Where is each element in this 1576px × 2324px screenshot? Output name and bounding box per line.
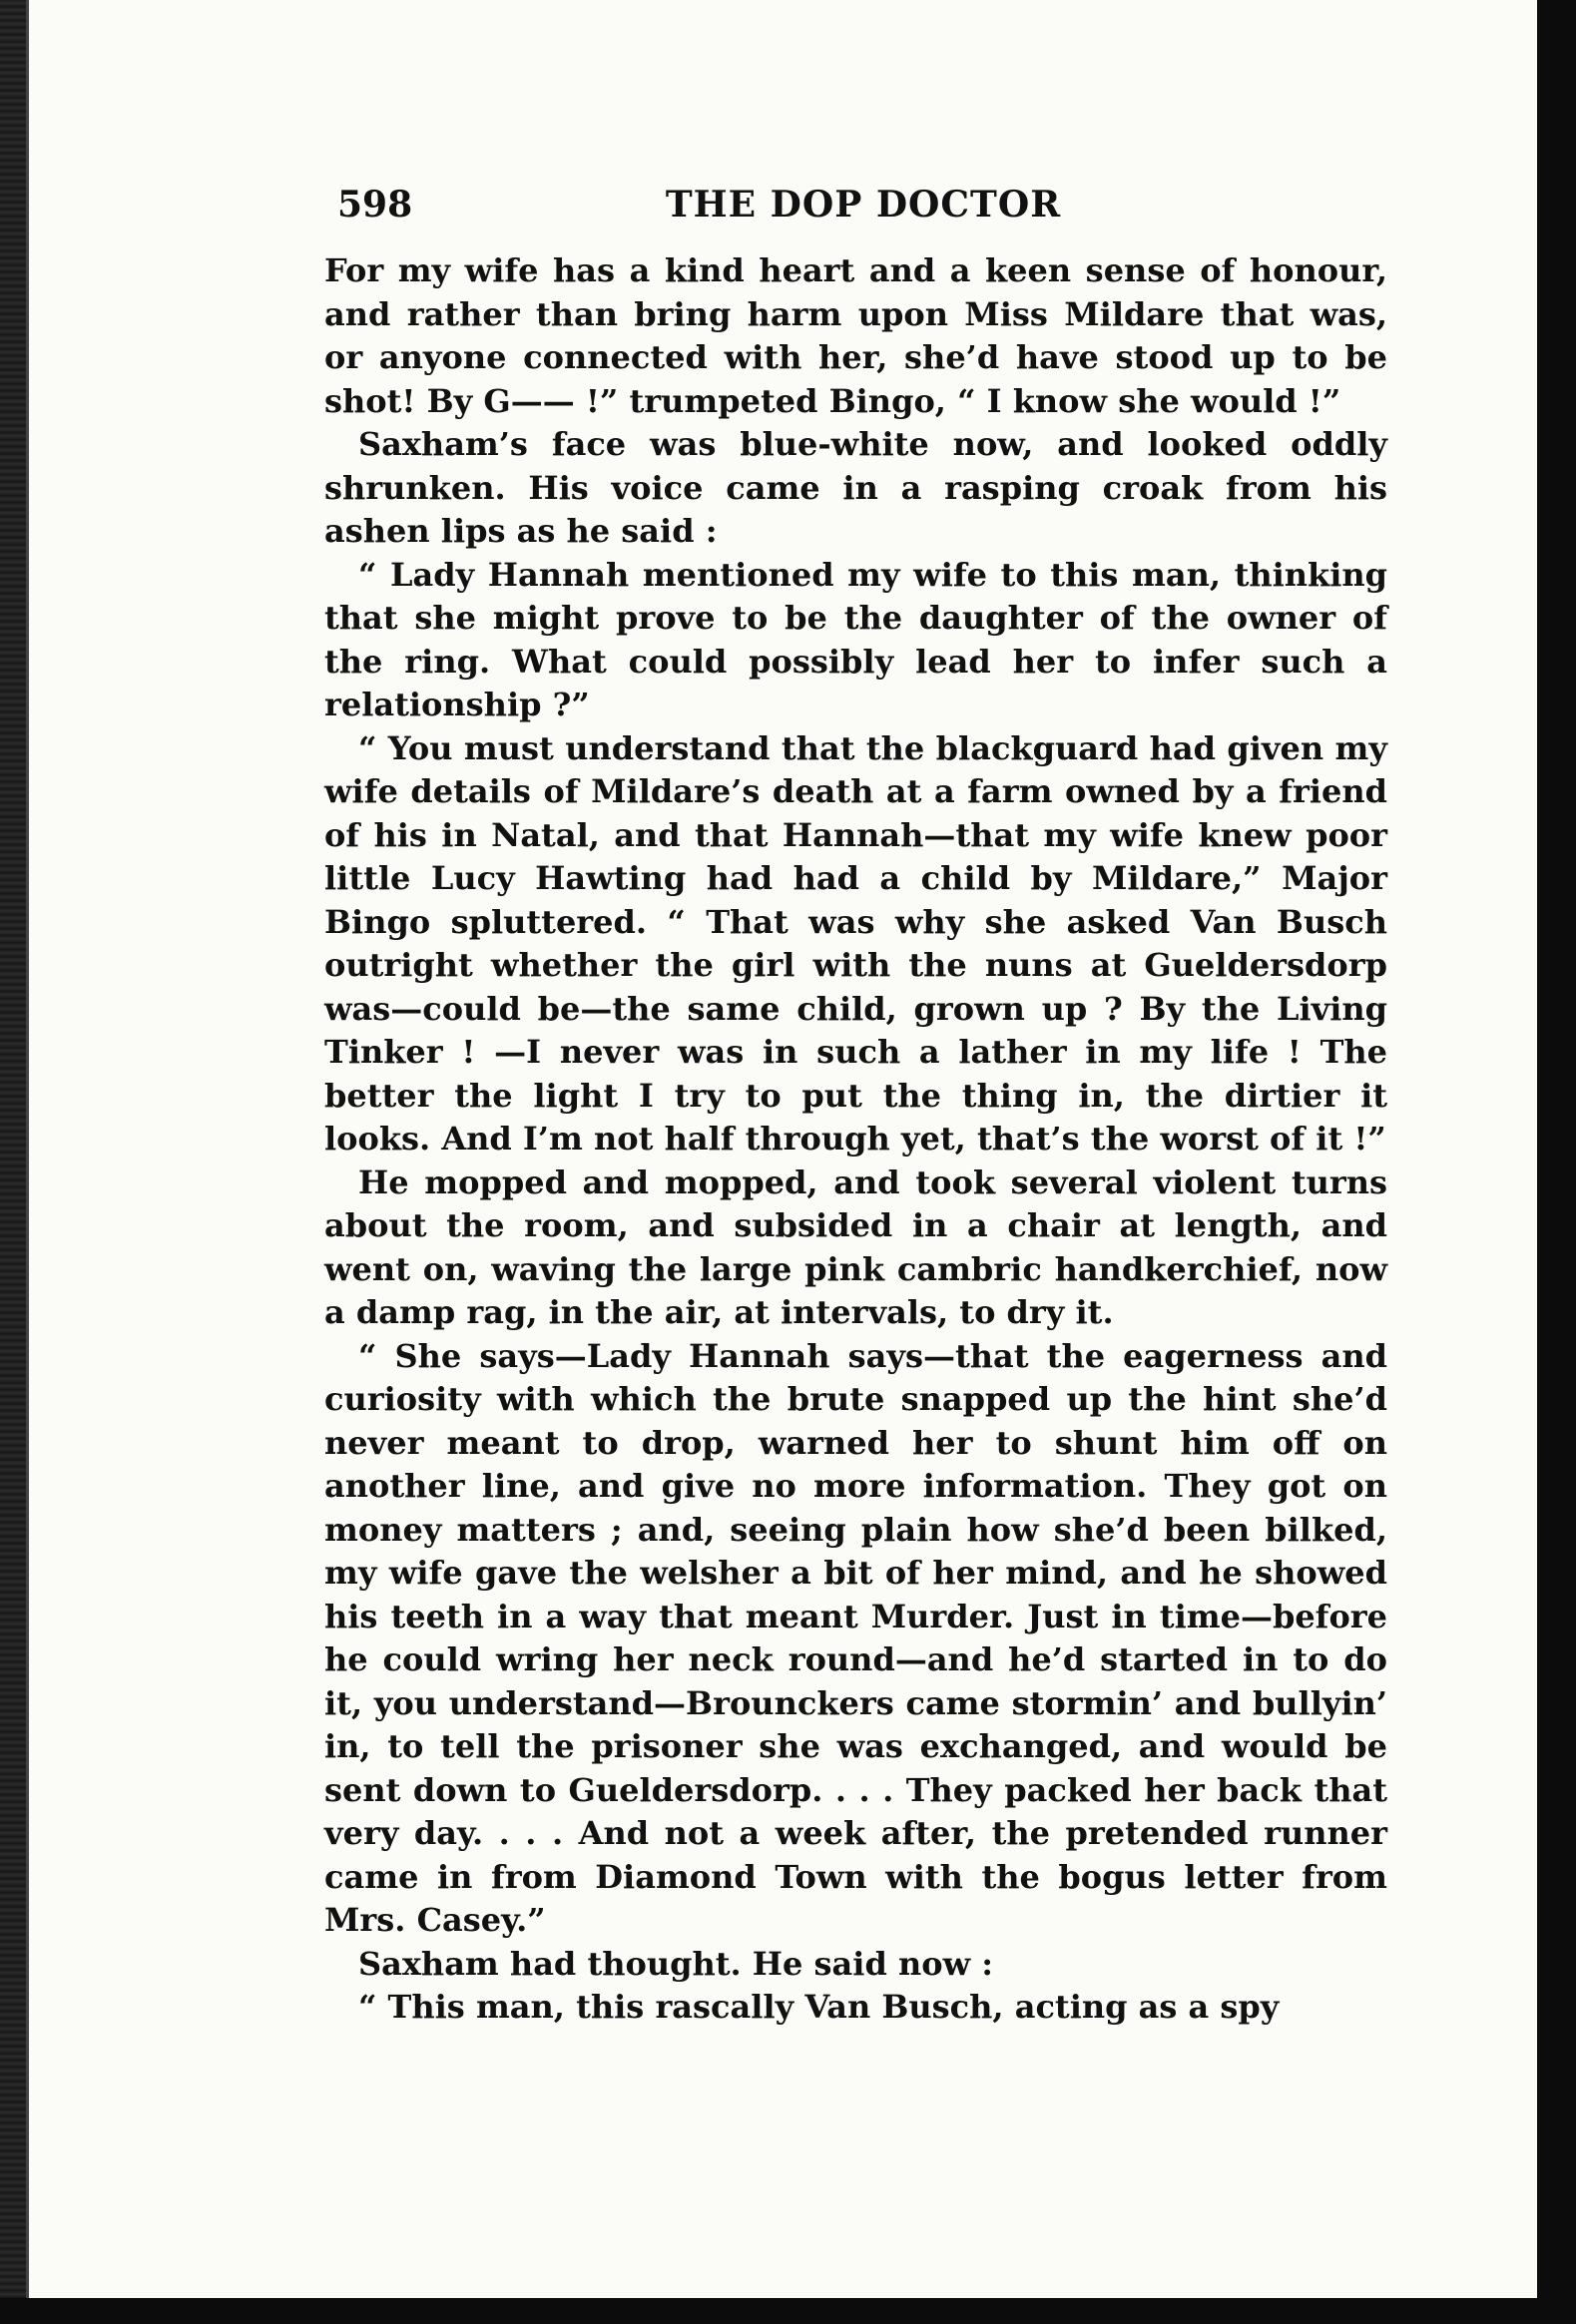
paragraph-8: “ This man, this rascally Van Busch, acting as a spy bbox=[358, 1988, 1280, 2026]
scan-bottom-border bbox=[0, 2298, 1576, 2324]
paragraph-2: Saxham’s face was blue-white now, and looked oddly shrunken. His voice came in a rasping croak from his ashen lips as he said : bbox=[324, 425, 1387, 550]
paragraph-3: “ Lady Hannah mentioned my wife to this man, thinking that she might prove to be the daughter of the owner of the ring. What could possibly lead her to infer such a relationship ?” bbox=[324, 555, 1387, 723]
book-binding-edge bbox=[0, 0, 26, 2324]
scan-right-border bbox=[1537, 0, 1576, 2324]
body-text bbox=[324, 249, 1387, 2030]
page-number: 598 bbox=[337, 184, 413, 226]
paragraph-5: He mopped and mopped, and took several violent turns about the room, and subsided in a chair at length, and went on, waving the large pink cambric handkerchief, now a damp rag, in the air, at intervals, to dry it. bbox=[324, 1162, 1387, 1331]
paragraph-1: For my wife has a kind heart and a keen sense of honour, and rather than bring harm upon Miss Mildare that was, or anyone connected with her, she’d have stood up to be shot! By G—— !” trumpeted Bingo, “ I know she would !” bbox=[324, 251, 1387, 420]
page-header bbox=[0, 180, 1576, 239]
paragraph-7: Saxham had thought. He said now : bbox=[358, 1944, 994, 1983]
paragraph-4: “ You must understand that the blackguard had given my wife details of Mildare’s death at a farm owned by a friend of his in Natal, and that Hannah—that my wife knew poor little Lucy Hawting had had a child by Mildare,” Major Bingo spluttered. “ That was why she asked Van Busch outright whether the girl with the nuns at Gueldersdorp was—could be—the same child, grown up ? By the Living Tinker ! —I never was in such a lather in my life ! The better the light I try to put the thing in, the dirtier it looks. And I’m not half through yet, that’s the worst of it !” bbox=[324, 728, 1387, 1158]
paragraph-6: “ She says—Lady Hannah says—that the eagerness and curiosity with which the brute snapped up the hint she’d never meant to drop, warned her to shunt him off on another line, and give no more information. They got on money matters ; and, seeing plain how she’d been bilked, my wife gave the welsher a bit of her mind, and he showed his teeth in a way that meant Murder. Just in time—before he could wring her neck round—and he’d started in to do it, you understand—Brounckers came stormin’ and bullyin’ in, to tell the prisoner she was exchanged, and would be sent down to Gueldersdorp. . . . They packed her back that very day. . . . And not a week after, the pretended runner came in from Diamond Town with the bogus letter from Mrs. Casey.” bbox=[324, 1336, 1387, 1939]
running-title: THE DOP DOCTOR bbox=[665, 184, 1062, 226]
